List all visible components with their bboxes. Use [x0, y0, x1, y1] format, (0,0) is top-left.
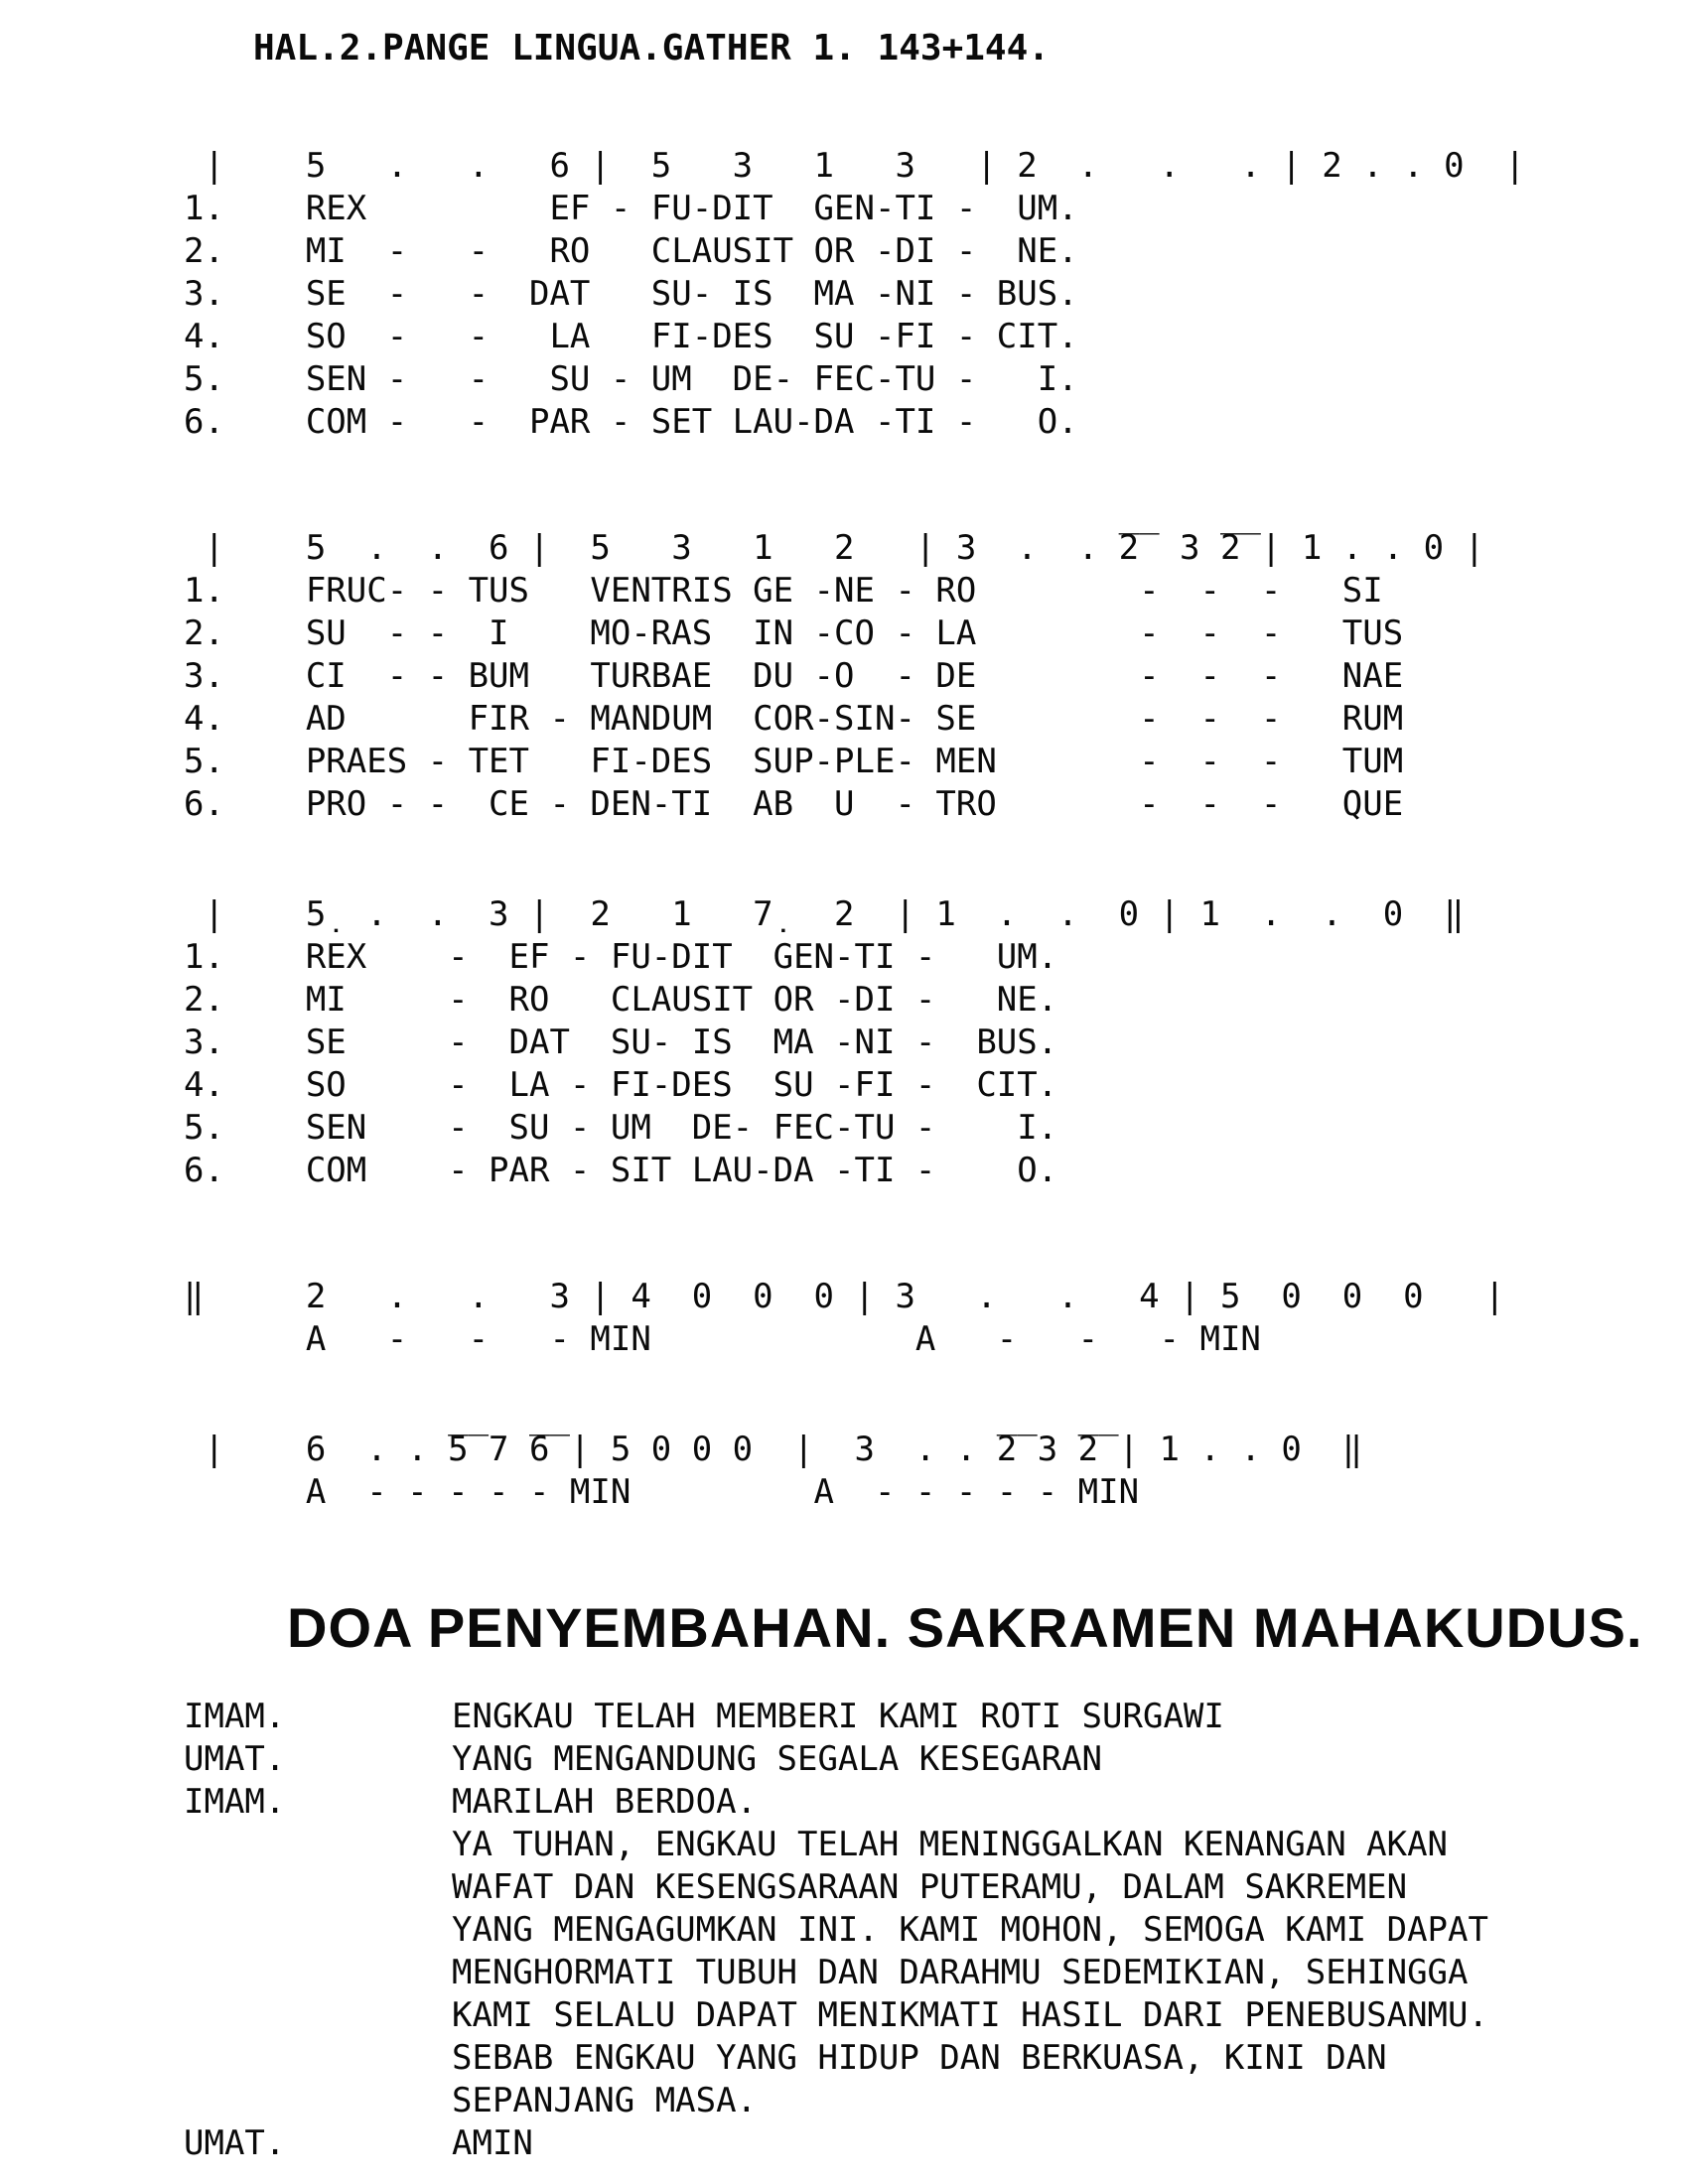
speaker-label	[184, 1866, 452, 1909]
prayer-line	[184, 1952, 1684, 1994]
prayer-text: MARILAH BERDOA.	[452, 1782, 758, 1822]
notation-line: | 5 . . 6 | 5 3 1 3 | 2 . . . | 2 . . 0 |	[184, 146, 1526, 186]
speaker-label: UMAT.	[184, 1739, 286, 1779]
page-title: HAL.2.PANGE LINGUA.GATHER 1. 143+144.	[253, 28, 1050, 68]
verse-line: 1. REX - EF - FU-DIT GEN-TI - UM.	[184, 937, 1058, 977]
prayer-text: SEBAB ENGKAU YANG HIDUP DAN BERKUASA, KINI DAN	[452, 2038, 1387, 2078]
prayer-line	[184, 1781, 1684, 1824]
verse-line: 1. FRUC- - TUS VENTRIS GE -NE - RO - - - SI	[184, 571, 1383, 611]
verse-line: 6. COM - - PAR - SET LAU-DA -TI - O.	[184, 402, 1078, 442]
verse-line: 3. SE - DAT SU- IS MA -NI - BUS.	[184, 1023, 1058, 1062]
prayer-line	[184, 2037, 1684, 2080]
score-block-2	[184, 527, 1684, 826]
verse-line: 6. PRO - - CE - DEN-TI AB U - TRO - - - QUE	[184, 784, 1404, 824]
speaker-label	[184, 1909, 452, 1952]
prayer-text: YANG MENGANDUNG SEGALA KESEGARAN	[452, 1739, 1103, 1779]
prayer-text: KAMI SELALU DAPAT MENIKMATI HASIL DARI PENEBUSANMU.	[452, 1995, 1488, 2035]
prayer-heading: DOA PENYEMBAHAN. SAKRAMEN MAHAKUDUS.	[287, 1596, 1643, 1659]
speaker-label	[184, 1952, 452, 1994]
verse-line: 4. SO - LA - FI-DES SU -FI - CIT.	[184, 1065, 1058, 1105]
verse-line: 5. PRAES - TET FI-DES SUP-PLE- MEN - - - TUM	[184, 742, 1404, 781]
prayer-line	[184, 1824, 1684, 1866]
prayer-text: YA TUHAN, ENGKAU TELAH MENINGGALKAN KENANGAN AKAN	[452, 1825, 1449, 1864]
speaker-label: IMAM.	[184, 1782, 286, 1822]
verse-line: 2. SU - - I MO-RAS IN -CO - LA - - - TUS	[184, 614, 1404, 653]
notation-line: | 5̣ . . 3 | 2 1 7̣ 2 | 1 . . 0 | 1 . . 0 ‖	[184, 894, 1465, 934]
speaker-label	[184, 2037, 452, 2080]
prayer-line	[184, 1866, 1684, 1909]
verse-line: 4. SO - - LA FI-DES SU -FI - CIT.	[184, 317, 1078, 356]
notation-line: | 6 . . ̅5̅ 7 ̅6̅ | 5 0 0 0 | 3 . . ̅2̅ 3 ̅2̅ | 1 . . 0 ‖	[184, 1430, 1363, 1469]
prayer-line	[184, 2122, 1684, 2165]
speaker-label: IMAM.	[184, 1697, 286, 1736]
prayer-dialogue	[184, 1696, 1684, 2165]
verse-line: 6. COM - PAR - SIT LAU-DA -TI - O.	[184, 1151, 1058, 1190]
verse-line: 2. MI - RO CLAUSIT OR -DI - NE.	[184, 980, 1058, 1020]
amin-lyric-line: A - - - MIN A - - - MIN	[184, 1319, 1261, 1359]
prayer-line	[184, 1909, 1684, 1952]
prayer-line	[184, 1696, 1684, 1738]
speaker-label	[184, 1994, 452, 2037]
amin-lyric-line: A - - - - - MIN A - - - - - MIN	[184, 1472, 1140, 1512]
prayer-text: MENGHORMATI TUBUH DAN DARAHMU SEDEMIKIAN, SEHINGGA	[452, 1953, 1469, 1992]
prayer-text: WAFAT DAN KESENGSARAAN PUTERAMU, DALAM SAKREMEN	[452, 1867, 1408, 1907]
verse-line: 4. AD FIR - MANDUM COR-SIN- SE - - - RUM	[184, 699, 1404, 739]
prayer-line	[184, 2080, 1684, 2122]
speaker-label	[184, 2080, 452, 2122]
score-block-1	[184, 145, 1684, 444]
verse-line: 3. SE - - DAT SU- IS MA -NI - BUS.	[184, 274, 1078, 314]
prayer-line	[184, 1738, 1684, 1781]
speaker-label	[184, 1824, 452, 1866]
score-block-4-amin	[184, 1276, 1684, 1361]
score-block-3	[184, 893, 1684, 1192]
speaker-label: UMAT.	[184, 2123, 286, 2163]
prayer-text: YANG MENGAGUMKAN INI. KAMI MOHON, SEMOGA KAMI DAPAT	[452, 1910, 1488, 1950]
verse-line: 1. REX EF - FU-DIT GEN-TI - UM.	[184, 189, 1078, 228]
score-block-5-amin	[184, 1429, 1684, 1514]
prayer-text: SEPANJANG MASA.	[452, 2081, 758, 2120]
prayer-text: AMIN	[452, 2123, 533, 2163]
notation-line: | 5 . . 6 | 5 3 1 2 | 3 . . ̅2̅ 3 ̅2̅ | 1 . . 0 |	[184, 528, 1485, 568]
verse-line: 5. SEN - - SU - UM DE- FEC-TU - I.	[184, 359, 1078, 399]
prayer-line	[184, 1994, 1684, 2037]
prayer-text: ENGKAU TELAH MEMBERI KAMI ROTI SURGAWI	[452, 1697, 1224, 1736]
verse-line: 5. SEN - SU - UM DE- FEC-TU - I.	[184, 1108, 1058, 1148]
notation-line: ‖ 2 . . 3 | 4 0 0 0 | 3 . . 4 | 5 0 0 0 |	[184, 1277, 1505, 1316]
verse-line: 3. CI - - BUM TURBAE DU -O - DE - - - NAE	[184, 656, 1404, 696]
verse-line: 2. MI - - RO CLAUSIT OR -DI - NE.	[184, 231, 1078, 271]
